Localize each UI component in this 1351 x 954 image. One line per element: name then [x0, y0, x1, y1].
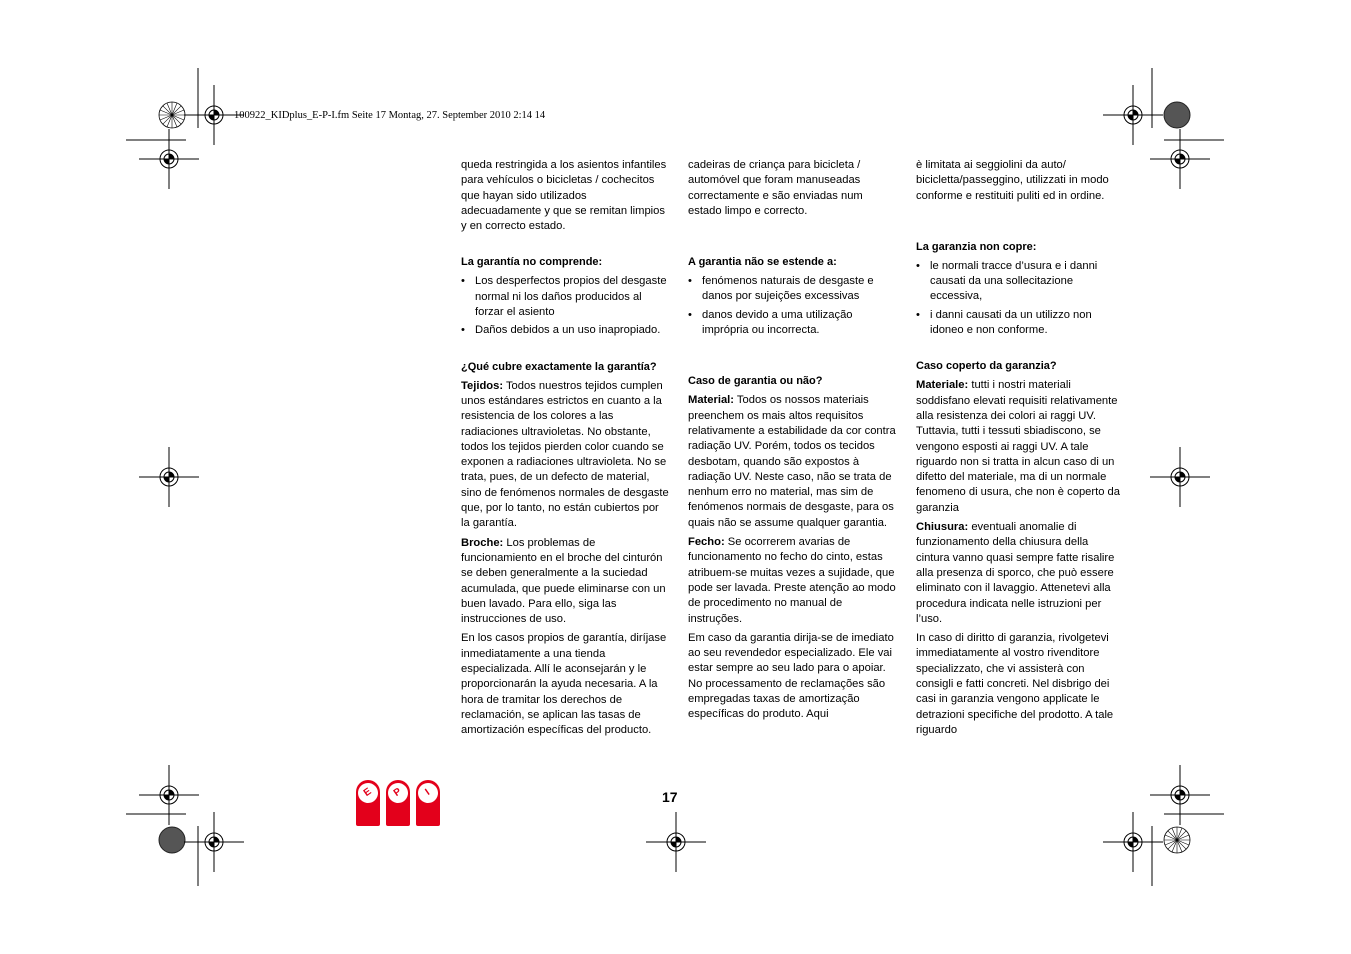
column-italian [916, 158, 1124, 742]
tab-letter: I [414, 779, 442, 807]
fabrics-label: Materiale: [916, 379, 969, 392]
buckle-text: Se ocorrerem avarias de funcionamento no fecho do cinto, estas atribuem-se muitas vezes a sujidade, que pode ser lavada. Preste atenção ao modo de procedimento no manual de instruções. [688, 536, 896, 625]
intro-text: cadeiras de criança para bicicleta / automóvel que foram manuseadas correctamente e são enviadas num estado limpo e correcto. [688, 159, 863, 217]
column-portuguese [688, 158, 896, 727]
not-covered-heading: La garantía no comprende: [461, 256, 603, 269]
list-item: • Los desperfectos propios del desgaste normal ni los daños producidos al forzar el asiento [461, 274, 669, 320]
not-covered-heading: A garantia não se estende a: [688, 256, 837, 269]
intro-text: queda restringida a los asientos infantiles para vehículos o bicicletas / cochecitos que hayan sido utilizados adecuadamente y que se remitan limpios y en correcto estado. [461, 159, 667, 233]
covered-heading: Caso coperto da garanzia? [916, 360, 1057, 373]
claim-paragraph: En los casos propios de garantía, diríjase inmediatamente a una tienda especializada. Allí le aconsejarán y le proporcionarán la ayuda necesaria. A la hora de tramitar los derechos de reclamación, se aplican las tasas de amortización específicas del producto. [461, 632, 667, 737]
buckle-label: Fecho: [688, 536, 725, 549]
fabrics-paragraph [916, 378, 1124, 516]
covered-heading: Caso de garantia ou não? [688, 375, 823, 388]
language-tab-portuguese [386, 780, 410, 826]
claim-paragraph: In caso di diritto di garanzia, rivolgetevi immediatamente al vostro rivenditore specializzato, che vi assisterà con consigli e fatti concreti. Nel disbrigo dei casi in garanzia vengono applicate le detrazioni specifiche del prodotto. A tale riguardo [916, 632, 1114, 736]
tab-letter: P [384, 779, 412, 807]
buckle-paragraph [461, 536, 669, 628]
not-covered-heading: La garanzia non copre: [916, 240, 1037, 253]
buckle-label: Broche: [461, 536, 504, 549]
list-item: • fenómenos naturais de desgaste e danos por sujeições excessivas [688, 274, 896, 305]
fabrics-text: Todos os nossos materiais preenchem os mais altos requisitos relativamente a estabilidade da cor contra radiação UV. Porém, todos os tecidos desbotam, quando são expostos à radiação UV. Neste caso, não se trata de nenhum erro no material, mas sim de fenómenos normais de desgaste, para os quais não se assume qualquer garantia. [688, 394, 896, 529]
buckle-text: eventuali anomalie di funzionamento della chiusura della cintura vanno quasi sempre fatte risalire alla presenza di sporco, che può essere eliminato con il lavaggio. Attenetevi alla procedura indicata nelle istruzioni per l’uso. [916, 521, 1115, 625]
buckle-label: Chiusura: [916, 521, 969, 534]
list-item: • Daños debidos a un uso inapropiado. [461, 323, 669, 338]
claim-paragraph: Em caso da garantia dirija-se de imediato ao seu revendedor especializado. Ele vai estar sempre ao seu lado para o apoiar. No processamento de reclamações são empregadas taxas de amortização específicas do produto. Aqui [688, 631, 894, 721]
not-covered-list [461, 274, 669, 338]
page-number: 17 [662, 789, 678, 805]
tab-letter: E [354, 779, 382, 807]
fabrics-text: Todos nuestros tejidos cumplen unos estándares estrictos en cuanto a la resistencia de los colores a las radiaciones ultravioletas. No obstante, todos los tejidos pierden color cuando se exponen a radiaciones ultravioleta. No se trata, pues, de un defecto de material, sino de fenómenos normales de desgaste que, por lo tanto, no están cubiertos por la garantía. [461, 379, 669, 530]
fabrics-label: Tejidos: [461, 379, 504, 392]
fabrics-paragraph [461, 379, 669, 532]
fabrics-text: tutti i nostri materiali soddisfano elevati requisiti relativamente alla resistenza dei colori ai raggi UV. Tuttavia, tutti i tessuti sbiadiscono, se vengono esposti ai raggi UV. A tale riguardo non si tratta in alcun caso di un difetto del materiale, ma di un normale fenomeno di usura, che non è coperto da garanzia [916, 379, 1121, 514]
language-tab-spanish [356, 780, 380, 826]
fabrics-paragraph [688, 393, 896, 531]
not-covered-list [688, 274, 896, 338]
fabrics-label: Material: [688, 394, 735, 407]
buckle-paragraph [916, 520, 1124, 627]
buckle-text: Los problemas de funcionamiento en el broche del cinturón se deben generalmente a la suciedad acumulada, que puede eliminarse con un buen lavado. Para ello, siga las instrucciones de uso. [461, 536, 666, 626]
list-item: • i danni causati da un utilizzo non idoneo e non conforme. [916, 308, 1124, 339]
language-tab-italian [416, 780, 440, 826]
column-spanish [461, 158, 669, 743]
intro-text: è limitata ai seggiolini da auto/ bicicletta/passeggino, utilizzati in modo conforme e restituiti puliti ed in ordine. [916, 159, 1109, 202]
list-item: • le normali tracce d’usura e i danni causati da una sollecitazione eccessiva, [916, 259, 1124, 305]
buckle-paragraph [688, 535, 896, 627]
covered-heading: ¿Qué cubre exactamente la garantía? [461, 360, 657, 373]
file-info-header: 100922_KIDplus_E-P-I.fm Seite 17 Montag, 27. September 2010 2:14 14 [234, 110, 546, 121]
not-covered-list [916, 259, 1124, 338]
list-item: • danos devido a uma utilização imprópria ou incorrecta. [688, 308, 896, 339]
